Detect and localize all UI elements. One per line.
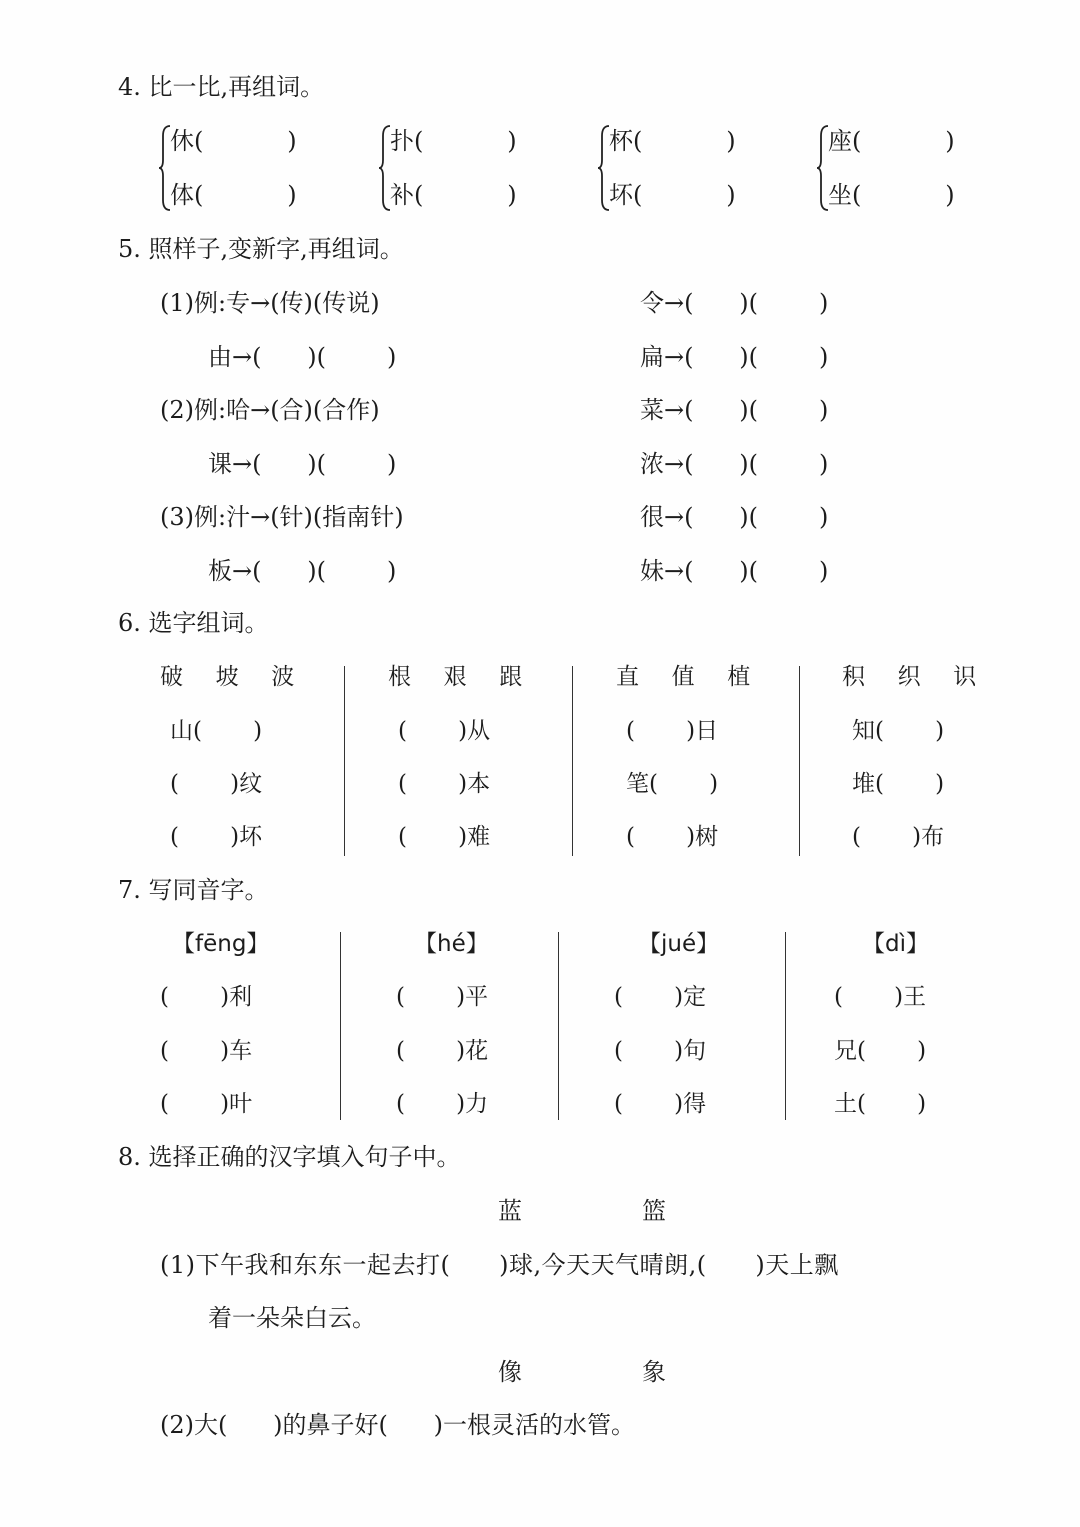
q6-item: ( )纹 (170, 771, 263, 797)
q5-item: 扁→( )( ) (640, 343, 829, 371)
q7-pinyin-header: 【dì】 (862, 931, 929, 957)
column-divider (340, 932, 341, 1120)
q7-pinyin-header: 【jué】 (638, 931, 720, 957)
q6-choice-header: 根 艰 跟 (388, 664, 529, 690)
q4-item-top: 扑( ) (390, 127, 517, 155)
q7-pinyin-header: 【hé】 (414, 931, 489, 957)
column-divider (344, 666, 345, 856)
q6-item: ( )树 (626, 824, 719, 850)
q7-item: ( )车 (160, 1038, 253, 1064)
q8-choice-1a: 蓝 (498, 1197, 522, 1225)
q6-item: ( )布 (852, 824, 945, 850)
q6-item: 知( ) (852, 718, 945, 744)
q6-item: ( )本 (398, 771, 491, 797)
q6-item: 山( ) (170, 718, 263, 744)
q7-item: ( )叶 (160, 1091, 253, 1117)
q7-item: 土( ) (834, 1091, 927, 1117)
q8-choice-2b: 象 (642, 1358, 666, 1386)
q7-item: ( )力 (396, 1091, 489, 1117)
q8-sentence-1: (1)下午我和东东一起去打( )球,今天天气晴朗,( )天上飘 (160, 1251, 839, 1279)
q6-item: ( )坏 (170, 824, 263, 850)
q8-title: 8. 选择正确的汉字填入句子中。 (118, 1143, 461, 1171)
q7-item: ( )句 (614, 1038, 707, 1064)
q8-choice-1b: 篮 (642, 1197, 666, 1225)
q6-item: 堆( ) (852, 771, 945, 797)
q5-example-1: (1)例:专→(传)(传说) (160, 289, 380, 317)
q5-title: 5. 照样子,变新字,再组词。 (118, 235, 404, 263)
q4-item-top: 休( ) (170, 127, 297, 155)
q4-item-bottom: 坐( ) (828, 181, 955, 209)
q5-item: 课→( )( ) (208, 450, 397, 478)
q7-item: ( )花 (396, 1038, 489, 1064)
q6-item: ( )日 (626, 718, 719, 744)
q6-choice-header: 直 值 植 (616, 664, 757, 690)
q4-item-top: 杯( ) (609, 127, 736, 155)
q6-item: ( )难 (398, 824, 491, 850)
q6-item: ( )从 (398, 718, 491, 744)
q6-choice-header: 积 织 识 (842, 664, 983, 690)
q4-group-3 (597, 124, 736, 209)
q4-group-1 (158, 124, 297, 209)
q5-example-2: (2)例:哈→(合)(合作) (160, 396, 380, 424)
q6-title: 6. 选字组词。 (118, 609, 269, 637)
q6-choice-header: 破 坡 波 (160, 664, 301, 690)
q7-item: ( )得 (614, 1091, 707, 1117)
q7-item: ( )利 (160, 984, 253, 1010)
q7-item: 兄( ) (834, 1038, 927, 1064)
q5-item: 板→( )( ) (208, 557, 397, 585)
column-divider (785, 932, 786, 1120)
column-divider (558, 932, 559, 1120)
q7-item: ( )定 (614, 984, 707, 1010)
q5-item: 浓→( )( ) (640, 450, 829, 478)
q8-sentence-1-cont: 着一朵朵白云。 (208, 1304, 376, 1332)
q5-example-3: (3)例:汁→(针)(指南针) (160, 503, 404, 531)
q5-item: 菜→( )( ) (640, 396, 829, 424)
q4-item-bottom: 体( ) (170, 181, 297, 209)
column-divider (572, 666, 573, 856)
q7-item: ( )王 (834, 984, 927, 1010)
q8-sentence-2: (2)大( )的鼻子好( )一根灵活的水管。 (160, 1411, 635, 1439)
q5-item: 令→( )( ) (640, 289, 829, 317)
q4-title: 4. 比一比,再组词。 (118, 73, 325, 101)
q7-title: 7. 写同音字。 (118, 876, 269, 904)
q4-item-bottom: 坏( ) (609, 181, 736, 209)
q4-group-2 (378, 124, 517, 209)
q5-item: 妹→( )( ) (640, 557, 829, 585)
q4-group-4 (816, 124, 955, 209)
q8-choice-2a: 像 (498, 1358, 522, 1386)
column-divider (799, 666, 800, 856)
q7-pinyin-header: 【fēng】 (172, 931, 270, 957)
q6-item: 笔( ) (626, 771, 719, 797)
q4-item-top: 座( ) (828, 127, 955, 155)
q7-item: ( )平 (396, 984, 489, 1010)
q4-item-bottom: 补( ) (390, 181, 517, 209)
q5-item: 很→( )( ) (640, 503, 829, 531)
q5-item: 由→( )( ) (208, 343, 397, 371)
